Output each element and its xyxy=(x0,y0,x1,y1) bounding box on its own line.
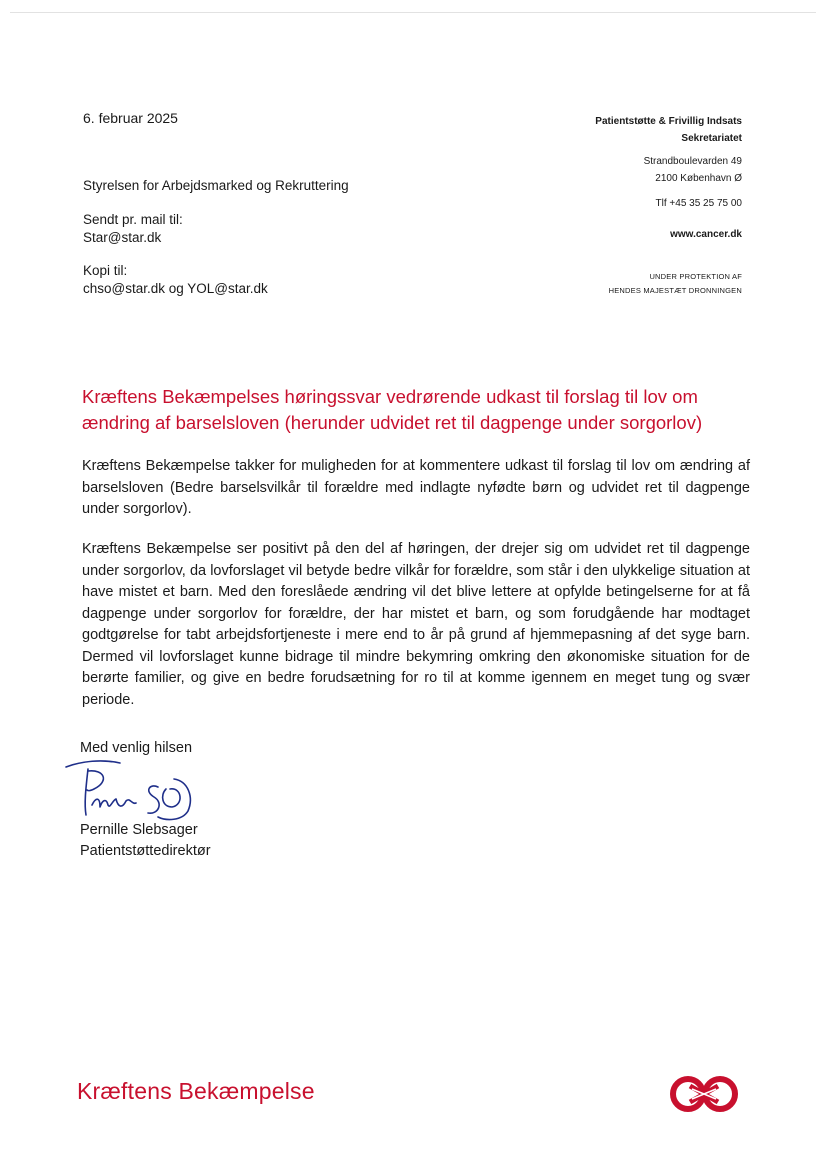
recipient: Styrelsen for Arbejdsmarked og Rekruttering xyxy=(83,178,349,193)
sent-to-block xyxy=(83,211,183,247)
copy-emails: chso@star.dk og YOL@star.dk xyxy=(83,281,268,296)
closing-phrase: Med venlig hilsen xyxy=(80,740,193,756)
copy-label: Kopi til: xyxy=(83,263,128,278)
scan-edge-line xyxy=(10,12,816,13)
body-paragraph-1: Kræftens Bekæmpelse takker for muligheden for at kommentere udkast til forslag til lov om ændring af barselsloven (Bedre barselsvilkår til forældre med indlagte nyfødte børn og udvidet ret til dagpenge under sorgorlov). xyxy=(82,458,750,517)
copy-to-block xyxy=(83,262,268,298)
signatory-title: Patientstøttedirektør xyxy=(80,843,211,859)
sender-address xyxy=(644,153,742,187)
sender-city: 2100 København Ø xyxy=(655,173,742,184)
letter-heading: Kræftens Bekæmpelses høringssvar vedrørende udkast til forslag til lov om ændring af barselsloven (herunder udvidet ret til dagpenge under sorgorlov) xyxy=(82,386,703,433)
letter-date: 6. februar 2025 xyxy=(83,110,178,126)
sent-email: Star@star.dk xyxy=(83,230,162,245)
sent-label: Sendt pr. mail til: xyxy=(83,212,183,227)
body-paragraph-2: Kræftens Bekæmpelse ser positivt på den del af høringen, der drejer sig om udvidet ret til dagpenge under sorgorlov, da lovforslaget vil betyde bedre vilkår for forældre, som står i den ulykkelige situation at have mistet et barn. Med den foreslåede ændring vil det blive lettere at opfylde betingelserne for at få dagpenge under sorgorlov for forældre, der har mistet et barn, og som forudgående har modtaget godtgørelse for tabt arbejdsfortjeneste i mere end to år på grund af hjemmepasning af det syge barn. Dermed vil lovforslaget kunne bidrage til mindre bekymring omkring den økonomiske situation for de berørte familier, og give en bedre forudsætning for ro til at komme igennem en meget tung og svær periode. xyxy=(82,541,750,708)
infinity-cross-logo-icon xyxy=(668,1072,740,1116)
sender-web: www.cancer.dk xyxy=(670,229,742,240)
signatory-name: Pernille Slebsager xyxy=(80,822,198,838)
protection-line-2: HENDES MAJESTÆT DRONNINGEN xyxy=(608,286,742,295)
sender-street: Strandboulevarden 49 xyxy=(643,156,742,167)
protection-note xyxy=(609,270,742,298)
brand-wordmark: Kræftens Bekæmpelse xyxy=(77,1078,315,1104)
signatory-block xyxy=(80,820,211,862)
sender-block xyxy=(595,113,742,147)
sender-org: Patientstøtte & Frivillig Indsats xyxy=(595,116,742,127)
handwritten-signature xyxy=(62,757,202,823)
sender-dept: Sekretariatet xyxy=(681,133,742,144)
protection-line-1: UNDER PROTEKTION AF xyxy=(649,272,742,281)
sender-phone: Tlf +45 35 25 75 00 xyxy=(655,198,742,209)
